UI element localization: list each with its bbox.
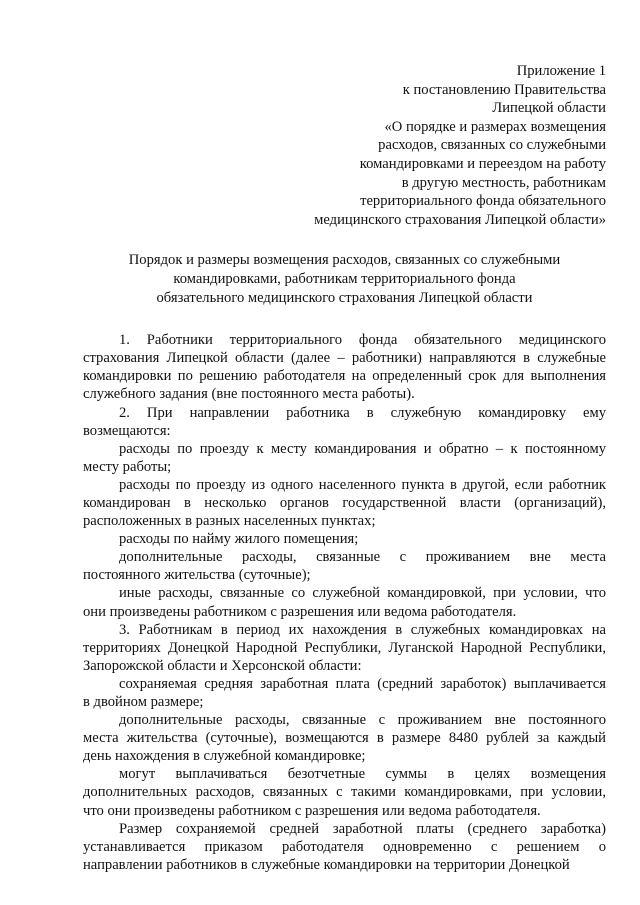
paragraph-line: дополнительные расходы, связанные с проживанием вне места <box>119 549 606 566</box>
paragraph-line: расходы по найму жилого помещения; <box>119 531 359 548</box>
paragraph <box>83 331 606 403</box>
paragraph-line: служебного задания (вне постоянного места работы). <box>83 386 415 403</box>
paragraph-line: места жительства (суточные), возмещаются в размере 8480 рублей за каждый <box>83 730 606 747</box>
paragraph-line: что они произведены работником с разрешения или ведома работодателя. <box>83 802 541 819</box>
paragraph-line: могут выплачиваться безотчетные суммы в целях возмещения <box>119 766 606 783</box>
paragraph-line: 1. Работники территориального фонда обязательного медицинского <box>119 332 606 349</box>
paragraph <box>83 711 606 765</box>
paragraph <box>83 765 606 819</box>
paragraph-line: день нахождения в служебной командировке; <box>83 748 366 765</box>
title-line: командировками, работникам территориального фонда <box>173 270 516 287</box>
appendix-line: Приложение 1 <box>516 63 606 79</box>
paragraph-line: иные расходы, связанные со служебной командировкой, при условии, что <box>119 585 606 602</box>
appendix-header <box>83 62 606 229</box>
paragraph-line: Размер сохраняемой средней заработной платы (среднего заработка) <box>119 820 606 837</box>
appendix-line: в другую местность, работникам <box>401 174 606 191</box>
paragraph <box>83 404 606 440</box>
paragraph <box>83 548 606 584</box>
paragraph-line: страхования Липецкой области (далее – работники) направляются в служебные <box>83 350 606 367</box>
paragraph-line: 2. При направлении работника в служебную командировку ему <box>119 404 606 421</box>
paragraph-line: месту работы; <box>83 458 172 475</box>
appendix-line: Липецкой области <box>492 100 606 117</box>
paragraph-line: направлении работников в служебные командировки на территории Донецкой <box>83 856 570 873</box>
paragraph-line: расположенных в разных населенных пунктах; <box>83 513 376 530</box>
paragraph-line: расходы по проезду к месту командирования и обратно – к постоянному <box>119 440 606 457</box>
paragraph-line: сохраняемая средняя заработная плата (средний заработок) выплачивается <box>119 675 606 692</box>
paragraph-line: территориях Донецкой Народной Республики, Луганской Народной Республики, <box>83 639 606 656</box>
paragraph-line: постоянного жительства (суточные); <box>83 567 311 584</box>
paragraph-line: командирован в несколько органов государственной власти (организаций), <box>83 494 606 511</box>
paragraph-line: командировки по решению работодателя на определенный срок для выполнения <box>83 368 606 385</box>
appendix-line: территориального фонда обязательного <box>360 193 606 210</box>
document-body <box>83 331 606 874</box>
appendix-line: расходов, связанных со служебными <box>378 137 606 154</box>
paragraph-line: Запорожской области и Херсонской области: <box>83 657 362 674</box>
paragraph-line: возмещаются: <box>83 422 171 439</box>
paragraph <box>83 476 606 530</box>
paragraph-line: расходы по проезду из одного населенного пункта в другой, если работник <box>119 476 606 493</box>
document-title <box>83 251 606 307</box>
paragraph-line: 3. Работникам в период их нахождения в служебных командировках на <box>119 621 606 638</box>
paragraph-line: в двойном размере; <box>83 694 204 710</box>
appendix-line: командировками и переездом на работу <box>359 155 606 172</box>
paragraph-line: дополнительные расходы, связанные с проживанием вне постоянного <box>119 712 606 729</box>
paragraph-line: дополнительных расходов, связанных с такими командировками, при условии, <box>83 784 606 801</box>
paragraph-line: устанавливается приказом работодателя одновременно с решением о <box>83 838 606 855</box>
paragraph-line: они произведены работником с разрешения или ведома работодателя. <box>83 603 517 620</box>
paragraph <box>83 530 606 548</box>
paragraph <box>83 820 606 874</box>
appendix-line: медицинского страхования Липецкой области» <box>314 211 606 228</box>
paragraph <box>83 621 606 675</box>
appendix-line: к постановлению Правительства <box>402 81 606 98</box>
title-line: обязательного медицинского страхования Липецкой области <box>156 289 533 306</box>
appendix-line: «О порядке и размерах возмещения <box>384 118 606 135</box>
paragraph <box>83 440 606 476</box>
paragraph <box>83 675 606 711</box>
paragraph <box>83 584 606 620</box>
title-line: Порядок и размеры возмещения расходов, связанных со служебными <box>128 252 561 269</box>
